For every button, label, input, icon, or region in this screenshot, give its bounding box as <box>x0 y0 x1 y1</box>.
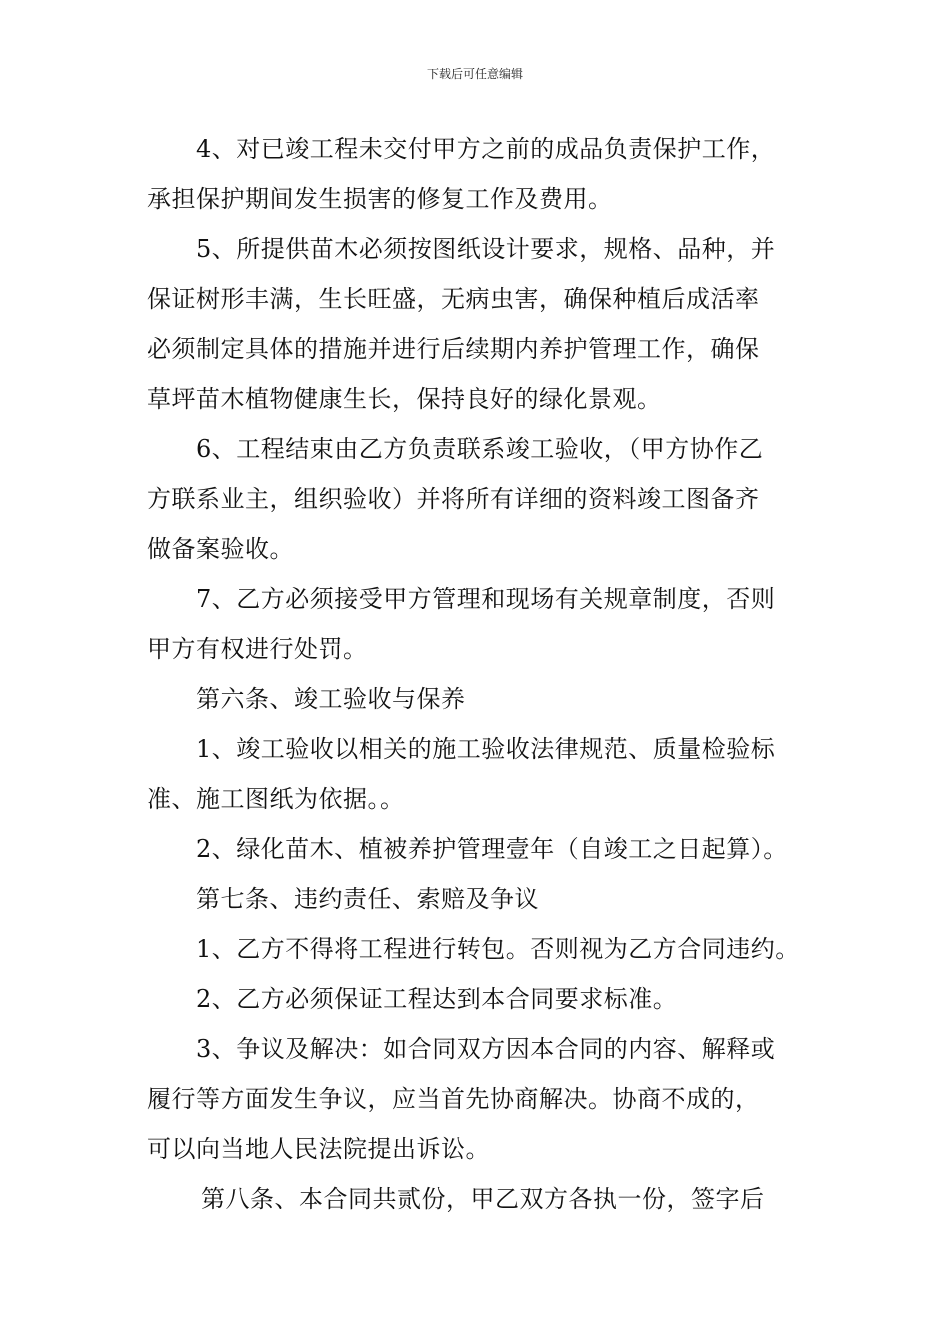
clause-5-line-1: 5、所提供苗木必须按图纸设计要求，规格、品种，并 <box>196 235 776 263</box>
clause-5-line-2: 保证树形丰满，生长旺盛，无病虫害，确保种植后成活率 <box>147 285 760 313</box>
article-7-item-1: 1、乙方不得将工程进行转包。否则视为乙方合同违约。 <box>196 935 800 963</box>
article-6-item-2: 2、绿化苗木、植被养护管理壹年（自竣工之日起算）。 <box>196 835 788 863</box>
clause-4-line-1: 4、对已竣工程未交付甲方之前的成品负责保护工作， <box>196 135 776 163</box>
clause-6-line-3: 做备案验收。 <box>147 535 294 563</box>
article-6-heading: 第六条、竣工验收与保养 <box>196 685 466 713</box>
clause-7-line-1: 7、乙方必须接受甲方管理和现场有关规章制度，否则 <box>196 585 776 613</box>
article-6-item-1-line-1: 1、竣工验收以相关的施工验收法律规范、质量检验标 <box>196 735 776 763</box>
article-6-item-1-line-2: 准、施工图纸为依据。。 <box>147 785 405 813</box>
article-7-item-3-line-3: 可以向当地人民法院提出诉讼。 <box>147 1135 490 1163</box>
clause-6-line-1: 6、工程结束由乙方负责联系竣工验收，（甲方协作乙 <box>196 435 764 463</box>
article-7-item-3-line-2: 履行等方面发生争议，应当首先协商解决。协商不成的， <box>147 1085 760 1113</box>
clause-5-line-3: 必须制定具体的措施并进行后续期内养护管理工作，确保 <box>147 335 760 363</box>
clause-4-line-2: 承担保护期间发生损害的修复工作及费用。 <box>147 185 613 213</box>
clause-7-line-2: 甲方有权进行处罚。 <box>147 635 368 663</box>
article-7-heading: 第七条、违约责任、索赔及争议 <box>196 885 539 913</box>
document-body <box>147 124 815 1224</box>
page-header: 下载后可任意编辑 <box>426 67 523 81</box>
article-7-item-3-line-1: 3、争议及解决：如合同双方因本合同的内容、解释或 <box>196 1035 776 1063</box>
clause-6-line-2: 方联系业主，组织验收）并将所有详细的资料竣工图备齐 <box>147 485 760 513</box>
clause-5-line-4: 草坪苗木植物健康生长，保持良好的绿化景观。 <box>147 385 662 413</box>
article-7-item-2: 2、乙方必须保证工程达到本合同要求标准。 <box>196 985 678 1013</box>
article-8-line-1: 第八条、本合同共贰份，甲乙双方各执一份，签字后 <box>201 1185 765 1213</box>
